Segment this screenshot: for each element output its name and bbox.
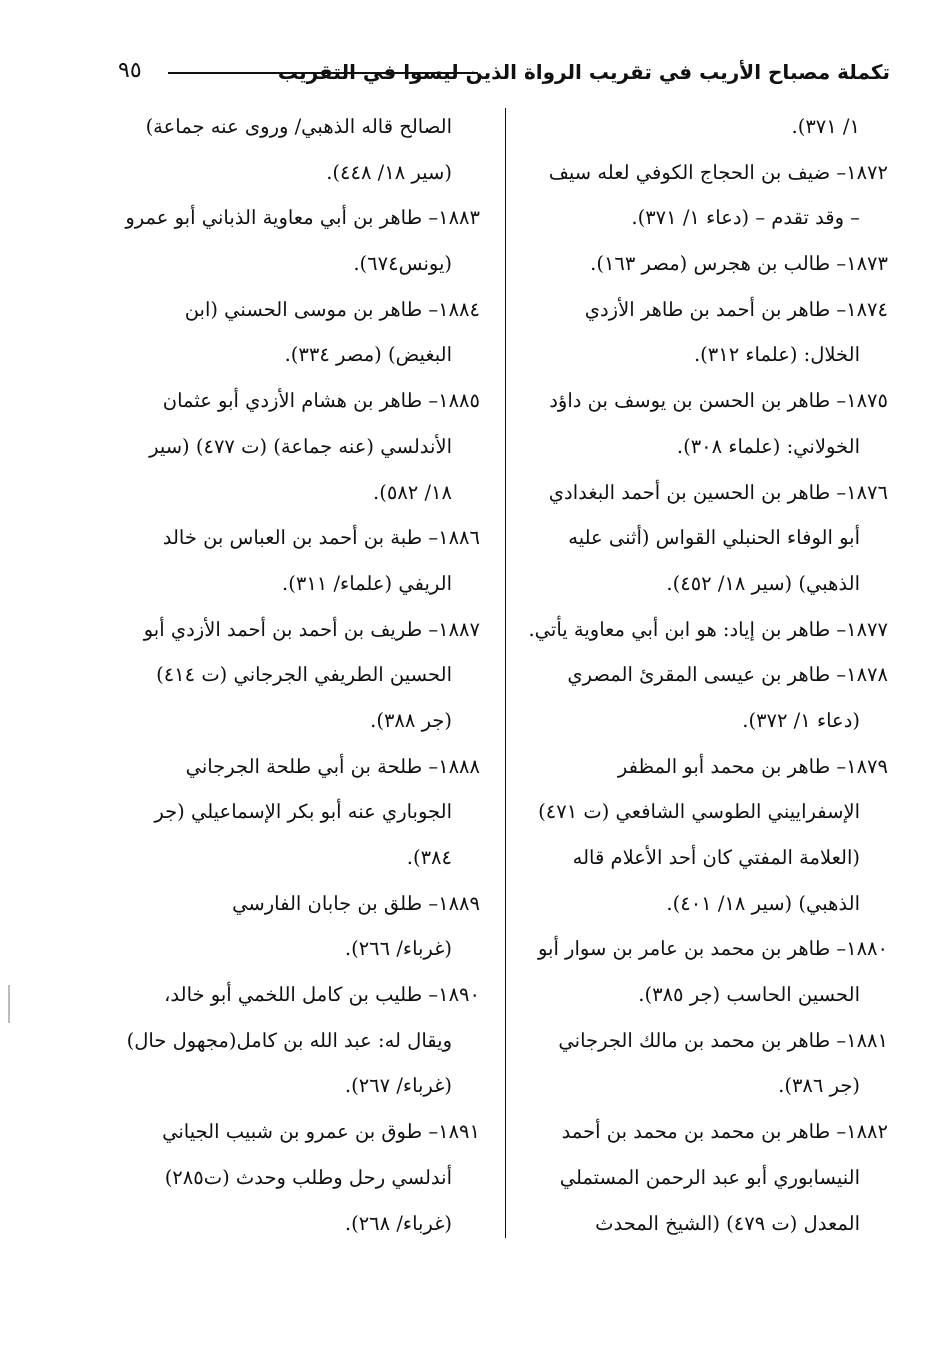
text-line: ١٨/ ٥٨٢). (373, 480, 452, 504)
text-line: ١٨٨٧– طريف بن أحمد بن أحمد الأزدي أبو (143, 617, 480, 641)
text-line: الصالح قاله الذهبي/ وروى عنه جماعة) (145, 115, 452, 138)
text-line: ١٨٨٦– طبة بن أحمد بن العباس بن خالد (162, 526, 480, 550)
text-line: (جر ٣٨٨). (370, 708, 452, 732)
text-line: ١٨٩٠– طليب بن كامل اللخمي أبو خالد، (164, 983, 480, 1007)
text-line: ٣٨٤). (406, 846, 452, 869)
text-line: الذهبي) (سير ١٨/ ٤٥٢). (666, 571, 860, 595)
text-line: ١٨٨٥– طاهر بن هشام الأزدي أبو عثمان (162, 389, 480, 413)
text-line: الذهبي) (سير ١٨/ ٤٠١). (666, 891, 860, 915)
text-line: ١٨٨٣– طاهر بن أبي معاوية الذباني أبو عمرو (125, 206, 480, 230)
text-line: ١٨٧٥– طاهر بن الحسن بن يوسف بن داؤد (549, 389, 888, 413)
scan-margin-mark (8, 985, 10, 1023)
text-line: (غرباء/ ٢٦٦). (344, 937, 452, 961)
text-line: الخلال: (علماء ٣١٢). (693, 343, 860, 367)
column-divider (505, 108, 506, 1238)
text-line: الحسين الحاسب (جر ٣٨٥). (638, 983, 860, 1007)
text-line: (غرباء/ ٢٦٨). (344, 1211, 452, 1235)
text-line: الريفي (علماء/ ٣١١). (282, 571, 452, 595)
text-line: ١٨٨٠– طاهر بن محمد بن عامر بن سوار أبو (537, 937, 888, 961)
text-line: ١٨٧٩– طاهر بن محمد أبو المظفر (617, 754, 888, 778)
text-line: ١٨٨٩– طلق بن جابان الفارسي (232, 891, 480, 915)
text-line: البغيض) (مصر ٣٣٤). (284, 343, 452, 367)
text-line: ١٨٧٣– طالب بن هجرس (مصر ١٦٣). (590, 252, 888, 276)
page-number: ٩٥ (118, 58, 142, 83)
text-line: (يونس٦٧٤). (353, 252, 452, 276)
text-line: الحسين الطريفي الجرجاني (ت ٤١٤) (156, 663, 452, 687)
text-line: الجوباري عنه أبو بكر الإسماعيلي (جر (154, 800, 452, 824)
right-column (523, 104, 888, 1246)
text-line: ١٨٧٧– طاهر بن إياد: هو ابن أبي معاوية يأتي. (528, 617, 888, 641)
left-column (112, 104, 480, 1246)
text-line: ١٨٨١– طاهر بن محمد بن مالك الجرجاني (558, 1028, 888, 1052)
text-line: ١٨٧٢– ضيف بن الحجاج الكوفي لعله سيف (548, 160, 888, 184)
text-line: (العلامة المفتي كان أحد الأعلام قاله (572, 846, 860, 869)
text-line: ١٨٧٨– طاهر بن عيسى المقرئ المصري (567, 663, 888, 687)
text-line: ويقال له: عبد الله بن كامل(مجهول حال) (126, 1028, 452, 1052)
text-line: (غرباء/ ٢٦٧). (344, 1074, 452, 1098)
text-line: – وقد تقدم – (دعاء ١/ ٣٧١). (631, 206, 860, 230)
text-line: (جر ٣٨٦). (778, 1074, 860, 1098)
text-line: ١٨٧٤– طاهر بن أحمد بن طاهر الأزدي (584, 297, 888, 321)
text-line: ١٨٩١– طوق بن عمرو بن شبيب الجياني (162, 1120, 480, 1144)
text-line: الخولاني: (علماء ٣٠٨). (676, 434, 860, 458)
text-line: أبو الوفاء الحنبلي القواس (أثنى عليه (568, 526, 860, 550)
text-line: الأندلسي (عنه جماعة) (ت ٤٧٧) (سير (149, 434, 452, 458)
text-line: ١٨٨٢– طاهر بن محمد بن محمد بن أحمد (561, 1120, 888, 1144)
page-header (110, 56, 890, 96)
text-line: ١٨٨٤– طاهر بن موسى الحسني (ابن (184, 297, 480, 321)
text-line: الإسفراييني الطوسي الشافعي (ت ٤٧١) (538, 800, 860, 824)
text-line: ١/ ٣٧١). (791, 115, 860, 138)
text-line: (دعاء ١/ ٣٧٢). (742, 708, 860, 732)
text-line: ١٨٧٦– طاهر بن الحسين بن أحمد البغدادي (548, 480, 888, 504)
text-line: المعدل (ت ٤٧٩) (الشيخ المحدث (595, 1211, 860, 1235)
text-line: (سير ١٨/ ٤٤٨). (326, 160, 452, 184)
text-line: ١٨٨٨– طلحة بن أبي طلحة الجرجاني (185, 754, 480, 778)
running-title: تكملة مصباح الأريب في تقريب الرواة الذين ليسوا في التقريب (277, 60, 890, 84)
text-line: أندلسي رحل وطلب وحدث (ت٢٨٥) (164, 1165, 452, 1189)
text-line: النيسابوري أبو عبد الرحمن المستملي (559, 1165, 860, 1189)
